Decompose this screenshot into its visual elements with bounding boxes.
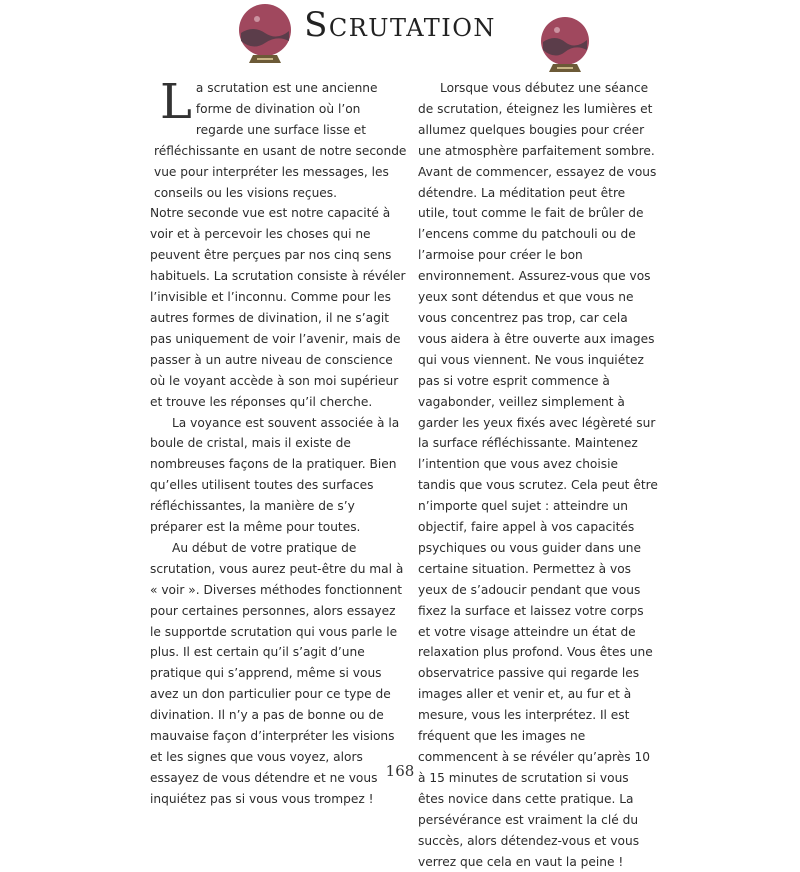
paragraph-beginning: Au début de votre pratique de scrutation, vous aurez peut-être du mal à « voir ». Diverses méthodes fonctionnent pour certaines personnes, alors essayez le supportde scrutation qui vous parle le plus. Il est certain qu’il s’agit d’une pratique qui s’apprend, même si vous avez un don particulier pour ce type de divination. Il n’y a pas de bonne ou de mauvaise façon d’interpréter les visions et les signes que vous voyez, alors essayez de vous détendre et ne vous inquiétez pas si vous vous trompez ! xyxy=(150,540,404,806)
paragraph-intro-text: a scrutation est une ancienne forme de divination où l’on regarde une surface lisse et réfléchissante en usant de notre seconde vue pour interpréter les messages, les conseils ou les visions reçues. xyxy=(154,81,407,200)
paragraph-intro xyxy=(150,74,408,203)
left-column xyxy=(150,74,408,810)
right-column xyxy=(418,78,658,872)
paragraph-session: Lorsque vous débutez une séance de scrutation, éteignez les lumières et allumez quelques bougies pour créer une atmosphère parfaitement sombre. Avant de commencer, essayez de vous détendre. La méditation peut être utile, tout comme le fait de brûler de l’encens comme du patchouli ou de l’armoise pour créer le bon environnement. Assurez-vous que vos yeux sont détendus et que vous ne vous concentrez pas trop, car cela vous aidera à être ouverte aux images qui vous viennent. Ne vous inquiétez pas si votre esprit commence à vagabonder, veillez simplement à garder les yeux fixés avec légèreté sur la surface réfléchissante. Maintenez l’intention que vous avez choisie tandis que vous scrutez. Cela peut être n’importe quel sujet : atteindre un objectif, faire appel à vos capacités psychiques ou vous guider dans une certaine situation. Permettez à vos yeux de s’adoucir pendant que vous fixez la surface et laissez votre corps et votre visage atteindre un état de relaxation plus profond. Vous êtes une observatrice passive qui regarde les images aller et venir et, au fur et à mesure, vous les interprétez. Il est fréquent que les images ne commencent à se révéler qu’après 10 à 15 minutes de scrutation si vous êtes novice dans cette pratique. La persévérance est vraiment la clé du succès, alors détendez-vous et vous verrez que cela en vaut la peine ! xyxy=(418,81,658,869)
dropcap: L xyxy=(160,74,192,130)
page-number: 168 xyxy=(385,762,415,780)
paragraph-crystal-ball: La voyance est souvent associée à la boule de cristal, mais il existe de nombreuses façons de la pratiquer. Bien qu’elles utilisent toutes des surfaces réfléchissantes, la manière de s’y préparer est la même pour toutes. xyxy=(150,415,400,535)
paragraph-second-sight: Notre seconde vue est notre capacité à voir et à percevoir les choses qui ne peuvent être perçues par nos cinq sens habituels. La scrutation consiste à révéler l’invisible et l’inconnu. Comme pour les autres formes de divination, il ne s’agit pas uniquement de voir l’avenir, mais de passer à un autre niveau de conscience où le voyant accède à son moi supérieur et trouve les réponses qu’il cherche. xyxy=(150,206,406,409)
crystal-ball-icon xyxy=(535,14,595,78)
page-title: Scrutation xyxy=(304,5,496,45)
